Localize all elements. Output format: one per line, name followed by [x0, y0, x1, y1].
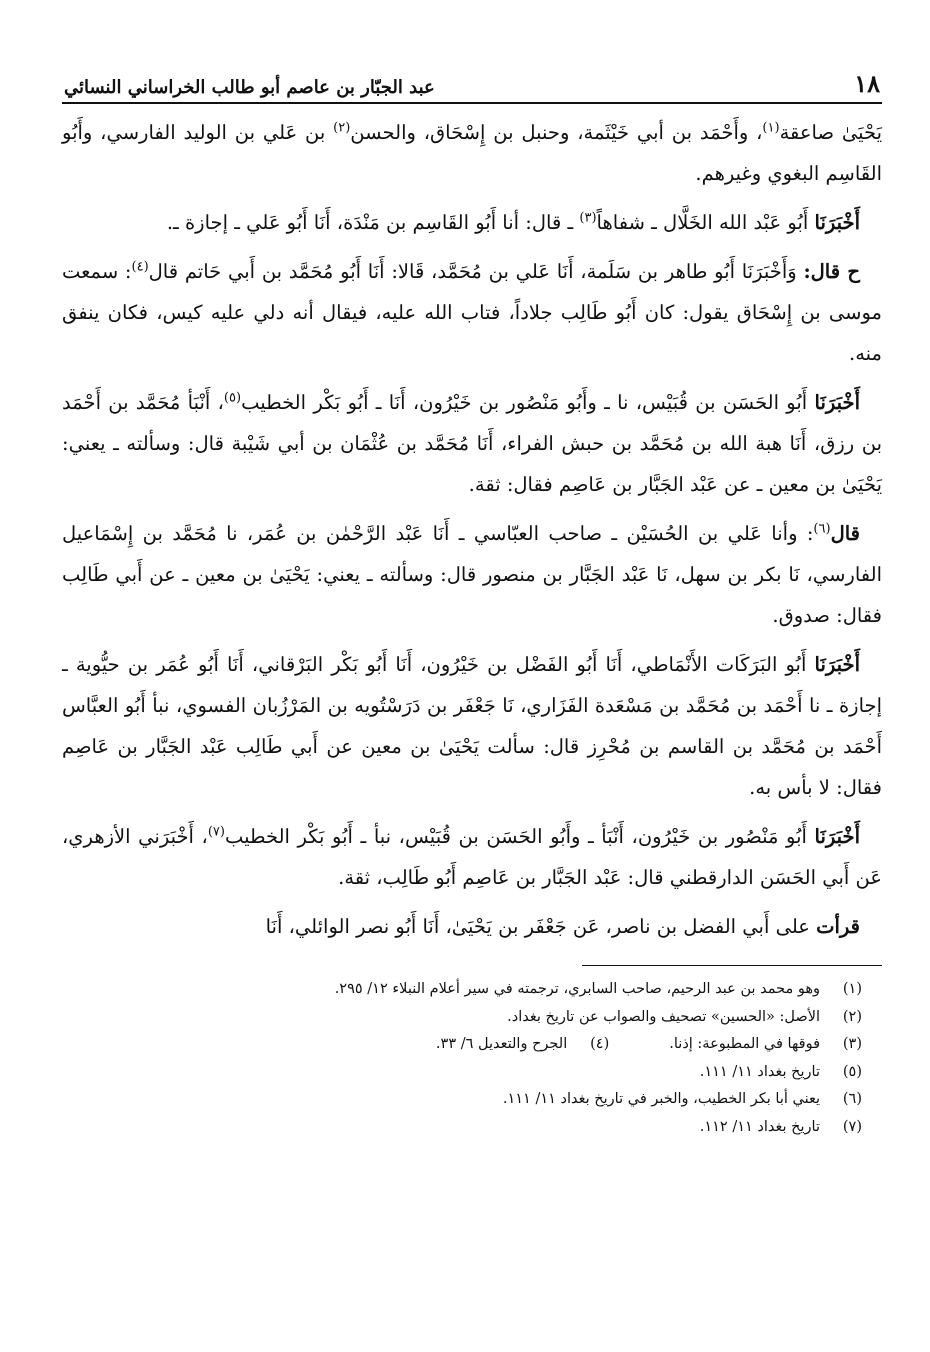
footnote-number: (٥) — [842, 1063, 862, 1080]
paragraph-5 — [62, 513, 882, 636]
paragraph-lead: أَخْبَرَنَا — [814, 653, 860, 676]
footnote-text: الجرح والتعديل ٦/ ٣٣. — [435, 1036, 568, 1052]
footnote-4 — [436, 1031, 609, 1059]
text-run: يَحْيَىٰ صاعقة — [779, 121, 882, 144]
paragraph-6 — [62, 644, 882, 808]
paragraph-lead: قرأت — [816, 915, 860, 938]
footnote-ref-7[interactable]: (٧) — [207, 824, 225, 840]
paragraph-1 — [62, 112, 882, 194]
footnote-number: (١) — [842, 981, 862, 997]
text-run: أَبُو مَنْصُور بن خَيْرُون، أَنْبَأ ـ وأَبُو الحَسَن بن قُبَيْس، نبأ ـ أَبُو بَكْر الخطيب — [224, 825, 815, 848]
footnote-text: يعني أبا بكر الخطيب، والخبر في تاريخ بغداد ١١/ ١١١. — [502, 1091, 820, 1107]
text-run: بن عَلي بن الوليد الفارسي، وأَبُو القَاسِم البغوي وغيرهم. — [62, 121, 882, 185]
footnote-1 — [62, 976, 862, 1004]
paragraph-3 — [62, 251, 882, 374]
paragraph-lead: قال — [830, 522, 860, 545]
footnote-text: فوقها في المطبوعة: إذنا. — [669, 1036, 820, 1052]
footnote-number: (٣) — [842, 1036, 862, 1052]
footnote-ref-4[interactable]: (٤) — [131, 259, 149, 275]
paragraph-4 — [62, 382, 882, 505]
footnote-6 — [62, 1086, 862, 1114]
text-run: ، وأَحْمَد بن أبي خَيْثَمة، وحنبل بن إِسْحَاق، والحسن — [350, 121, 763, 144]
paragraph-2 — [62, 202, 882, 243]
footnote-5 — [62, 1059, 862, 1087]
footnote-number: (٤) — [590, 1036, 610, 1052]
text-run: : سمعت موسى بن إِسْحَاق يقول: كان أَبُو طَالِب جلاداً، فتاب الله عليه، فيقال أنه دلي عليه كيس، فكان ينفق منه. — [62, 260, 882, 365]
header-title: عبد الجبّار بن عاصم أبو طالب الخراساني النسائي — [64, 77, 435, 98]
page-number: ١٨ — [854, 69, 880, 98]
text-run: أَبُو البَرَكَات الأَنْمَاطي، أَنَا أَبُو الفَضْل بن خَيْرُون، أَنَا أَبُو بَكْر البَرْقاني، أَنَا أَبُو عُمَر بن حيُّوية ـ إجازة ـ نا أَحْمَد بن مُحَمَّد بن مَسْعَدة الفَزَاري، نَا جَعْفَر بن دَرَسْتُويه بن المَرْزُبان الفسوي، نبأ أَبُو العبَّاس أَحْمَد بن مُحَمَّد بن القاسم بن مُحْرِز قال: سألت يَحْيَىٰ بن معين عن أَبي طَالِب عَبْد الجَبَّار بن عَاصِم فقال: لا بأس به. — [62, 653, 882, 799]
paragraph-lead: أَخْبَرَنَا — [814, 391, 860, 414]
footnote-text: تاريخ بغداد ١١/ ١١١. — [699, 1063, 820, 1080]
footnote-pair — [62, 1031, 862, 1059]
footnote-text: تاريخ بغداد ١١/ ١١٢. — [699, 1118, 820, 1135]
footnote-3 — [669, 1031, 862, 1059]
running-header — [62, 58, 882, 104]
paragraph-7 — [62, 816, 882, 898]
footnote-text: الأصل: «الحسين» تصحيف والصواب عن تاريخ بغداد. — [507, 1008, 820, 1025]
text-run: وَأَخْبَرَنَا أَبُو طاهر بن سَلَمة، أَنَا عَلي بن مُحَمَّد، قَالا: أَنَا أَبُو مُحَمَّد بن أَبي حَاتم قال — [148, 260, 804, 283]
footnote-ref-1[interactable]: (١) — [762, 120, 780, 136]
body-text — [62, 112, 882, 947]
footnote-ref-3[interactable]: (٣) — [579, 210, 597, 226]
text-run: ـ قال: أنا أَبُو القَاسِم بن مَنْدَة، أَنَا أَبُو عَلي ـ إجازة ـ. — [166, 211, 580, 234]
book-page — [62, 58, 882, 1141]
text-run: ، أَنْبَأ مُحَمَّد بن أَحْمَد بن رزق، أَنَا هبة الله بن مُحَمَّد بن حبش الفراء، أَنَا مُحَمَّد بن عُثْمَان بن أبي شَيْبة قال: وسألته ـ يعني: يَحْيَىٰ بن معين ـ عن عَبْد الجَبَّار بن عَاصِم فقال: ثقة. — [62, 391, 882, 496]
text-run: ، أَخْبَرَني الأزهري، عَن أَبي الحَسَن الدارقطني قال: عَبْد الجَبَّار بن عَاصِم أَبُو طَالِب، ثقة. — [62, 825, 882, 889]
footnote-separator — [582, 965, 882, 966]
footnote-number: (٧) — [842, 1118, 862, 1135]
paragraph-lead: أَخْبَرَنَا — [814, 211, 860, 234]
text-run: أَبُو الحَسَن بن قُبَيْس، نا ـ وأَبُو مَنْصُور بن خَيْرُون، أَنَا ـ أَبُو بَكْر الخطيب — [241, 391, 815, 414]
text-run: أَبُو عَبْد الله الخَلَّال ـ شفاهاً — [596, 211, 815, 234]
paragraph-lead: أَخْبَرَنَا — [814, 825, 860, 848]
footnote-ref-5[interactable]: (٥) — [223, 390, 242, 406]
footnote-7 — [62, 1114, 862, 1142]
footnote-2 — [62, 1004, 862, 1032]
paragraph-8 — [62, 906, 882, 947]
footnote-text: وهو محمد بن عبد الرحيم، صاحب السابري، ترجمته في سير أعلام النبلاء ١٢/ ٢٩٥. — [334, 981, 820, 997]
footnote-number: (٢) — [842, 1008, 862, 1025]
footnote-ref-6[interactable]: (٦) — [813, 521, 831, 537]
paragraph-lead: ح قال: — [803, 260, 860, 283]
text-run: على أَبي الفضل بن ناصر، عَن جَعْفَر بن يَحْيَىٰ، أَنَا أَبُو نصر الوائلي، أَنَا — [265, 915, 817, 938]
footnote-ref-2[interactable]: (٢) — [333, 120, 351, 136]
footnotes — [62, 976, 882, 1141]
footnote-number: (٦) — [842, 1091, 862, 1107]
text-run: : وأنا عَلي بن الحُسَيْن ـ صاحب العبّاسي ـ أَنَا عَبْد الرَّحْمٰن بن عُمَر، نا مُحَمَّد بن إِسْمَاعيل الفارسي، نَا بكر بن سهل، نَا عَبْد الجَبَّار بن منصور قال: وسألته ـ يعني: يَحْيَىٰ بن معين ـ عن أَبي طَالِب فقال: صدوق. — [62, 522, 882, 627]
